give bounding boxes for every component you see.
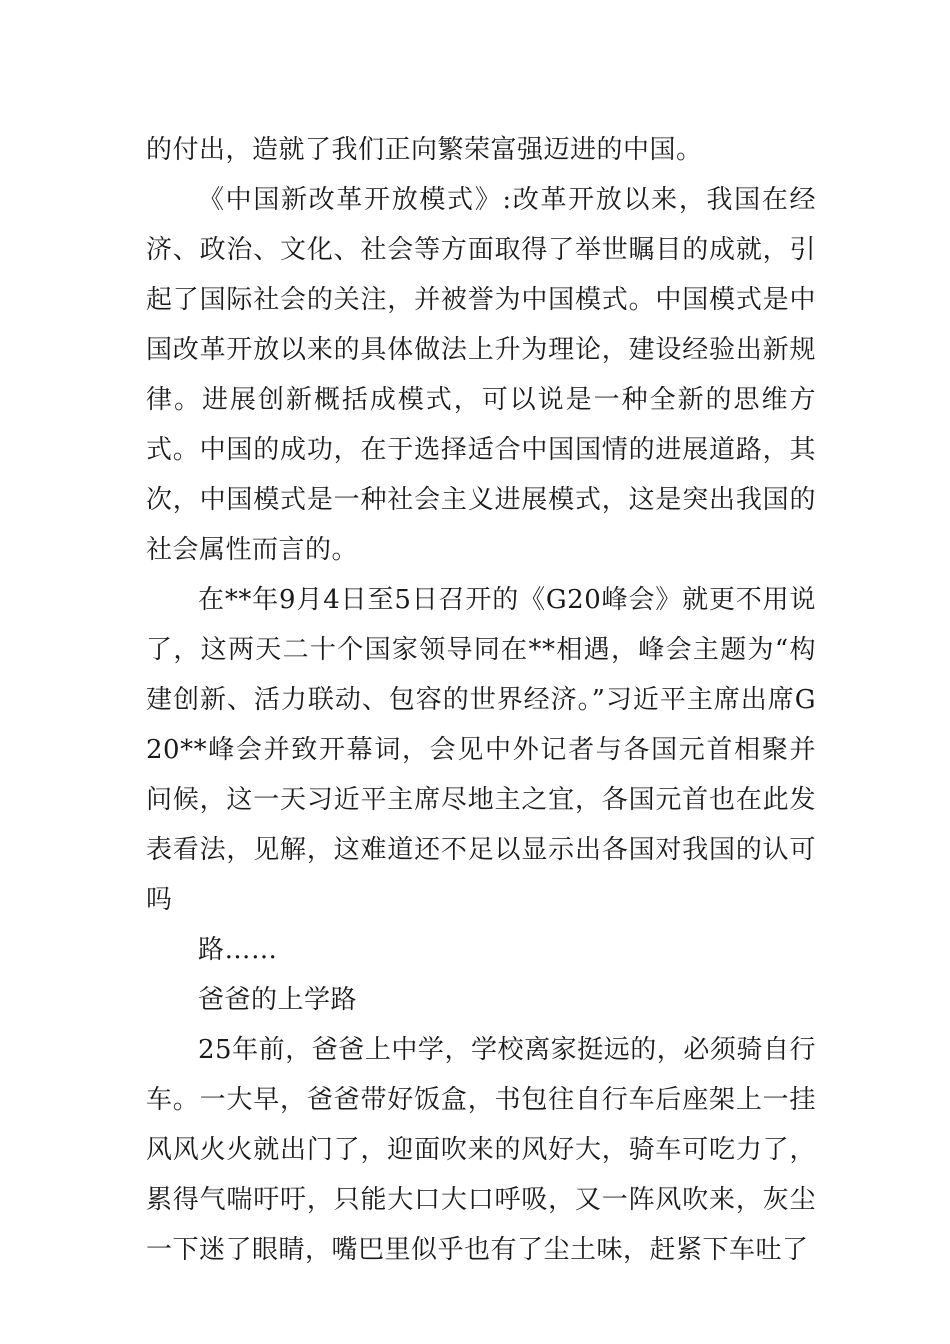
section-heading: 爸爸的上学路 bbox=[198, 985, 358, 1015]
paragraph-4: 路…… bbox=[198, 935, 278, 965]
document-body bbox=[146, 125, 816, 1275]
paragraph-1: 的付出，造就了我们正向繁荣富强迈进的中国。 bbox=[146, 135, 703, 165]
paragraph-3: 在**年9月4日至5日召开的《G20峰会》就更不用说了，这两天二十个国家领导同在**相遇，峰会主题为“构建创新、活力联动、包容的世界经济。”习近平主席出席G20**峰会并致开幕词，会见中外记者与各国元首相聚并问候，这一天习近平主席尽地主之宜，各国元首也在此发表看法，见解，这难道还不足以显示出各国对我国的认可吗 bbox=[146, 585, 816, 915]
paragraph-5: 25年前，爸爸上中学，学校离家挺远的，必须骑自行车。一大早，爸爸带好饭盒，书包往自行车后座架上一挂风风火火就出门了，迎面吹来的风好大，骑车可吃力了，累得气喘吁吁，只能大口大口呼吸，又一阵风吹来，灰尘一下迷了眼睛，嘴巴里似乎也有了尘土味，赶紧下车吐了 bbox=[146, 1035, 816, 1265]
paragraph-2: 《中国新改革开放模式》:改革开放以来，我国在经济、政治、文化、社会等方面取得了举世瞩目的成就，引起了国际社会的关注，并被誉为中国模式。中国模式是中国改革开放以来的具体做法上升为理论，建设经验出新规律。进展创新概括成模式，可以说是一种全新的思维方式。中国的成功，在于选择适合中国国情的进展道路，其次，中国模式是一种社会主义进展模式，这是突出我国的社会属性而言的。 bbox=[146, 185, 816, 565]
